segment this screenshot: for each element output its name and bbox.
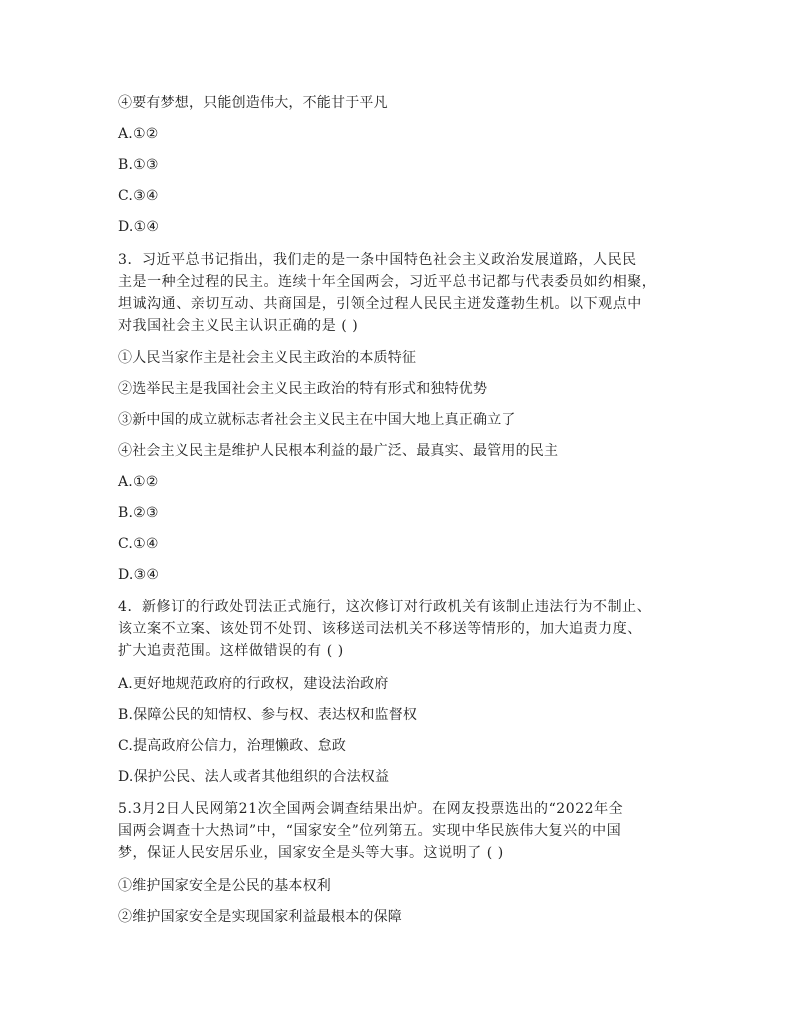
q3-option-3: ③新中国的成立就标志者社会主义民主在中国大地上真正确立了 [118,412,516,428]
q3-choice-c: C.①④ [118,536,159,552]
q4-stem-line-3: 扩大追责范围。这样做错误的有 ( ) [118,643,344,659]
q2-choice-c: C.③④ [118,188,159,204]
q4-choice-c: C.提高政府公信力，治理懒政、怠政 [118,738,347,754]
q5-stem-line-3: 梦，保证人民安居乐业，国家安全是头等大事。这说明了 ( ) [118,845,504,861]
q3-option-1: ①人民当家作主是社会主义民主政治的本质特征 [118,350,417,366]
q4-choice-b: B.保障公民的知情权、参与权、表达权和监督权 [118,707,418,723]
q5-option-2: ②维护国家安全是实现国家利益最根本的保障 [118,909,402,925]
q4-stem-line-1: 4．新修订的行政处罚法正式施行，这次修订对行政机关有该制止违法行为不制止、 [118,599,652,615]
q3-option-4: ④社会主义民主是维护人民根本利益的最广泛、最真实、最管用的民主 [118,443,559,459]
q5-option-1: ①维护国家安全是公民的基本权利 [118,878,331,894]
q2-choice-b: B.①③ [118,157,159,173]
q2-choice-d: D.①④ [118,219,160,235]
q3-stem-line-1: 3．习近平总书记指出，我们走的是一条中国特色社会主义政治发展道路，人民民 [118,252,637,268]
q3-stem-line-4: 对我国社会主义民主认识正确的是 ( ) [118,318,359,334]
q3-choice-d: D.③④ [118,567,160,583]
q4-choice-d: D.保护公民、法人或者其他组织的合法权益 [118,769,390,785]
q3-option-2: ②选举民主是我国社会主义民主政治的特有形式和独特优势 [118,381,488,397]
q3-stem-line-3: 坦诚沟通、亲切互动、共商国是，引领全过程人民民主迸发蓬勃生机。以下观点中 [118,296,642,312]
q4-choice-a: A.更好地规范政府的行政权，建设法治政府 [118,676,389,692]
q2-option-4: ④要有梦想，只能创造伟大，不能甘于平凡 [118,95,388,111]
q3-choice-a: A.①② [118,474,159,490]
q5-stem-line-2: 国两会调查十大热词”中，“国家安全”位列第五。实现中华民族伟大复兴的中国 [118,823,622,839]
q3-choice-b: B.②③ [118,505,159,521]
q2-choice-a: A.①② [118,126,159,142]
q4-stem-line-2: 该立案不立案、该处罚不处罚、该移送司法机关不移送等情形的，加大追责力度、 [118,621,642,637]
q5-stem-line-1: 5.3月2日人民网第21次全国两会调查结果出炉。在网友投票选出的“2022年全 [118,801,624,817]
q3-stem-line-2: 主是一种全过程的民主。连续十年全国两会，习近平总书记都与代表委员如约相聚， [118,274,657,290]
